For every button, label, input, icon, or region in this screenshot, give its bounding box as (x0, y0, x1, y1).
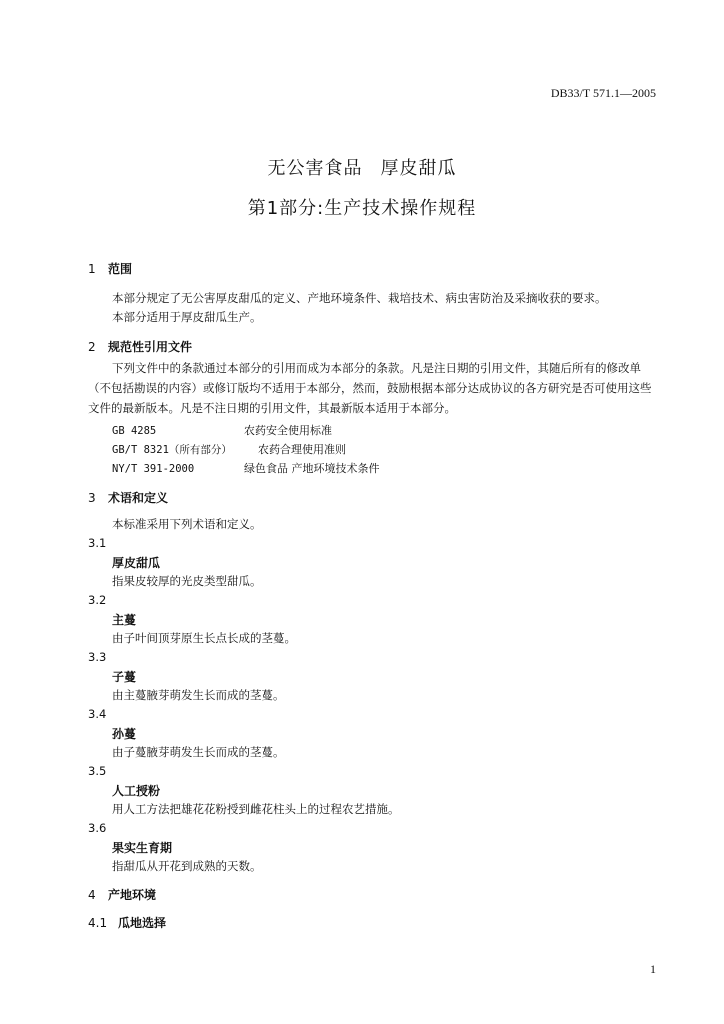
term-definition: 由主蔓腋芽萌发生长而成的茎蔓。 (112, 688, 285, 702)
term-number: 3.2 (88, 593, 107, 607)
term-name: 子蔓 (112, 670, 137, 684)
reference-code: NY/T 391-2000 (112, 463, 195, 475)
term-name: 厚皮甜瓜 (112, 556, 161, 570)
standard-code: DB33/T 571.1—2005 (550, 86, 656, 100)
section-title: 产地环境 (108, 888, 157, 902)
reference-code: GB/T 8321（所有部分） (112, 444, 232, 456)
reference-item (112, 441, 346, 457)
document-subtitle: 第1部分:生产技术操作规程 (247, 198, 477, 219)
section-number: 3 (88, 491, 96, 505)
section-title: 术语和定义 (108, 491, 169, 505)
reference-item (112, 460, 380, 476)
section-1-heading (88, 260, 132, 277)
term-definition: 由子叶间顶芽原生长点长成的茎蔓。 (112, 631, 296, 645)
section-2-heading (88, 338, 192, 355)
term-name: 果实生育期 (112, 841, 173, 855)
section-4-heading (88, 886, 156, 903)
reference-title: 农药合理使用准则 (258, 443, 346, 456)
term-number: 3.4 (88, 707, 107, 721)
page-number: 1 (650, 962, 656, 976)
subsection-number: 4.1 (88, 916, 108, 930)
reference-item (112, 422, 332, 438)
title-part-2: 厚皮甜瓜 (380, 158, 457, 179)
section-title: 规范性引用文件 (108, 340, 193, 354)
term-definition: 由子蔓腋芽萌发生长而成的茎蔓。 (112, 745, 285, 759)
section-2-paragraph: 下列文件中的条款通过本部分的引用而成为本部分的条款。凡是注日期的引用文件，其随后所有的修改单（不包括勘误的内容）或修订版均不适用于本部分，然而，鼓励根据本部分达成协议的各方研究是否可使用这些文件的最新版本。凡是不注日期的引用文件，其最新版本适用于本部分。 (88, 361, 652, 415)
section-1-para-1: 本部分规定了无公害厚皮甜瓜的定义、产地环境条件、栽培技术、病虫害防治及采摘收获的要求。 (112, 291, 607, 305)
term-definition: 用人工方法把雄花花粉授到雌花柱头上的过程农艺措施。 (112, 802, 400, 816)
subsection-4-1-heading (88, 914, 166, 931)
subsection-title: 瓜地选择 (118, 916, 167, 930)
reference-title: 农药安全使用标准 (244, 424, 332, 437)
section-number: 4 (88, 888, 96, 902)
term-definition: 指甜瓜从开花到成熟的天数。 (112, 859, 262, 873)
term-name: 人工授粉 (112, 784, 161, 798)
section-number: 1 (88, 262, 96, 276)
term-number: 3.3 (88, 650, 107, 664)
section-number: 2 (88, 340, 96, 354)
section-title: 范围 (108, 262, 133, 276)
term-name: 主蔓 (112, 613, 137, 627)
document-title (0, 154, 724, 180)
section-3-heading (88, 489, 168, 506)
reference-code: GB 4285 (112, 425, 157, 437)
section-3-intro: 本标准采用下列术语和定义。 (112, 517, 262, 531)
section-1-para-2: 本部分适用于厚皮甜瓜生产。 (112, 310, 262, 324)
term-name: 孙蔓 (112, 727, 137, 741)
title-part-1: 无公害食品 (267, 158, 363, 179)
term-definition: 指果皮较厚的光皮类型甜瓜。 (112, 574, 262, 588)
term-number: 3.5 (88, 764, 107, 778)
reference-title: 绿色食品 产地环境技术条件 (244, 462, 380, 475)
term-number: 3.6 (88, 821, 107, 835)
term-number: 3.1 (88, 536, 107, 550)
